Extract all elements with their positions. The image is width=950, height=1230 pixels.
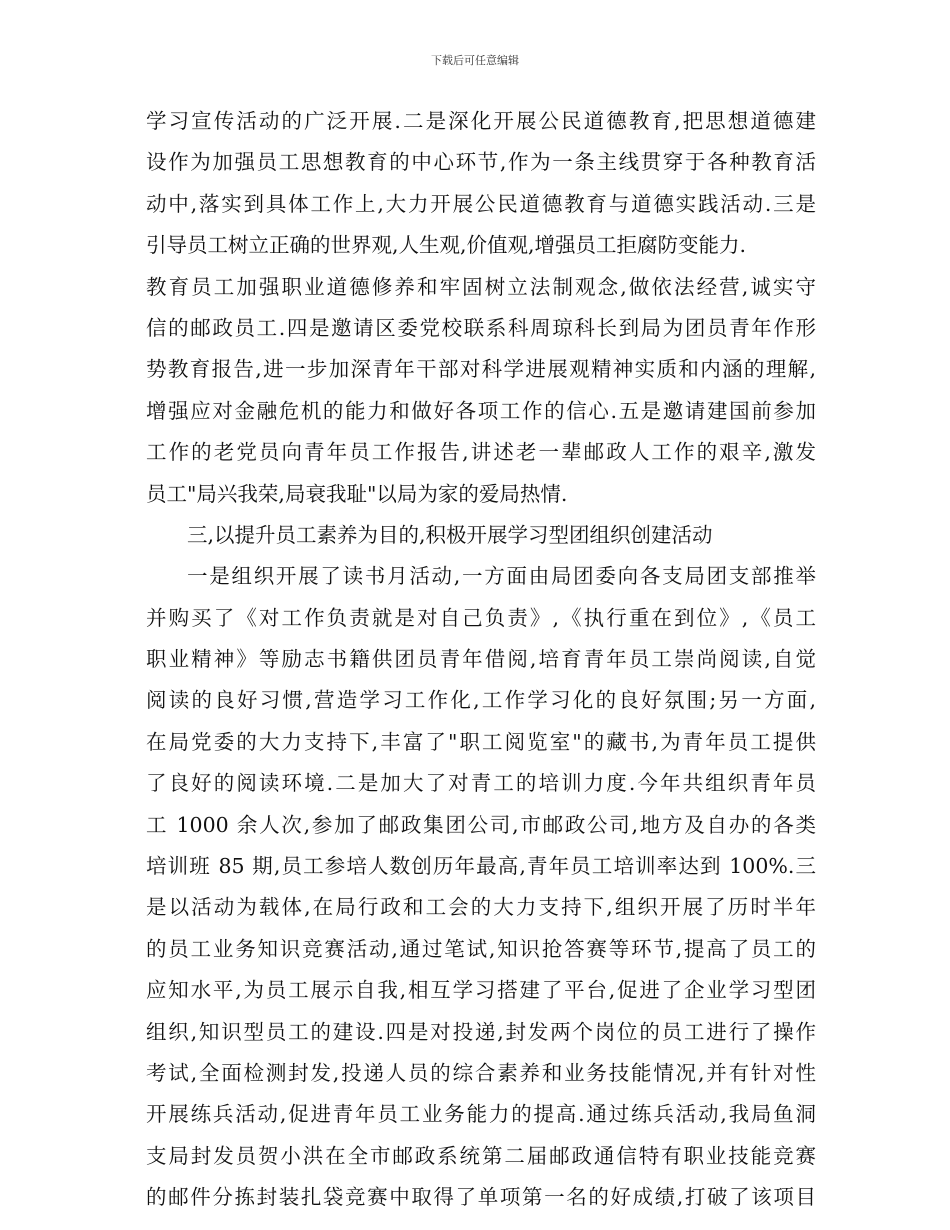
body-text-line: 信的邮政员工.四是邀请区委党校联系科周琼科长到局为团员青年作形	[146, 315, 816, 340]
body-text-line: 支局封发员贺小洪在全市邮政系统第二届邮政通信特有职业技能竞赛	[146, 1143, 816, 1168]
document-body	[146, 101, 816, 1219]
body-text-line: 职业精神》等励志书籍供团员青年借阅,培育青年员工崇尚阅读,自觉	[146, 647, 816, 672]
body-text-line: 开展练兵活动,促进青年员工业务能力的提高.通过练兵活动,我局鱼洞	[146, 1102, 816, 1127]
body-text-line: 教育员工加强职业道德修养和牢固树立法制观念,做依法经营,诚实守	[146, 274, 816, 299]
body-text-line: 阅读的良好习惯,营造学习工作化,工作学习化的良好氛围;另一方面,	[146, 688, 816, 713]
page-header: 下载后可任意编辑	[431, 54, 519, 67]
body-text-line: 的邮件分拣封装扎袋竞赛中取得了单项第一名的好成绩,打破了该项目	[146, 1185, 816, 1210]
body-text-line: 势教育报告,进一步加深青年干部对科学进展观精神实质和内涵的理解,	[146, 357, 816, 382]
body-text-line: 增强应对金融危机的能力和做好各项工作的信心.五是邀请建国前参加	[146, 398, 816, 423]
body-text-line: 设作为加强员工思想教育的中心环节,作为一条主线贯穿于各种教育活	[146, 150, 816, 175]
body-text-line: 组织,知识型员工的建设.四是对投递,封发两个岗位的员工进行了操作	[146, 1019, 816, 1044]
body-text-line: 考试,全面检测封发,投递人员的综合素养和业务技能情况,并有针对性	[146, 1060, 816, 1085]
body-text-line: 一是组织开展了读书月活动,一方面由局团委向各支局团支部推举	[187, 564, 816, 589]
body-text-line: 在局党委的大力支持下,丰富了"职工阅览室"的藏书,为青年员工提供	[146, 729, 816, 754]
body-text-line: 工 1000 余人次,参加了邮政集团公司,市邮政公司,地方及自办的各类	[146, 812, 816, 837]
body-text-line: 引导员工树立正确的世界观,人生观,价值观,增强员工拒腐防变能力.	[146, 233, 747, 258]
body-text-line: 培训班 85 期,员工参培人数创历年最高,青年员工培训率达到 100%.三	[146, 854, 816, 879]
body-text-line: 工作的老党员向青年员工作报告,讲述老一辈邮政人工作的艰辛,激发	[146, 440, 816, 465]
body-text-line: 动中,落实到具体工作上,大力开展公民道德教育与道德实践活动.三是	[146, 191, 816, 216]
body-text-line: 员工"局兴我荣,局衰我耻"以局为家的爱局热情.	[146, 481, 568, 506]
body-text-line: 是以活动为载体,在局行政和工会的大力支持下,组织开展了历时半年	[146, 895, 816, 920]
body-text-line: 学习宣传活动的广泛开展.二是深化开展公民道德教育,把思想道德建	[146, 109, 816, 133]
body-text-line: 应知水平,为员工展示自我,相互学习搭建了平台,促进了企业学习型团	[146, 978, 816, 1003]
body-text-line: 并购买了《对工作负责就是对自己负责》,《执行重在到位》,《员工	[146, 605, 816, 630]
body-text-line: 三,以提升员工素养为目的,积极开展学习型团组织创建活动	[187, 522, 713, 547]
body-text-line: 的员工业务知识竞赛活动,通过笔试,知识抢答赛等环节,提高了员工的	[146, 936, 816, 961]
body-text-line: 了良好的阅读环境.二是加大了对青工的培训力度.今年共组织青年员	[146, 771, 816, 796]
